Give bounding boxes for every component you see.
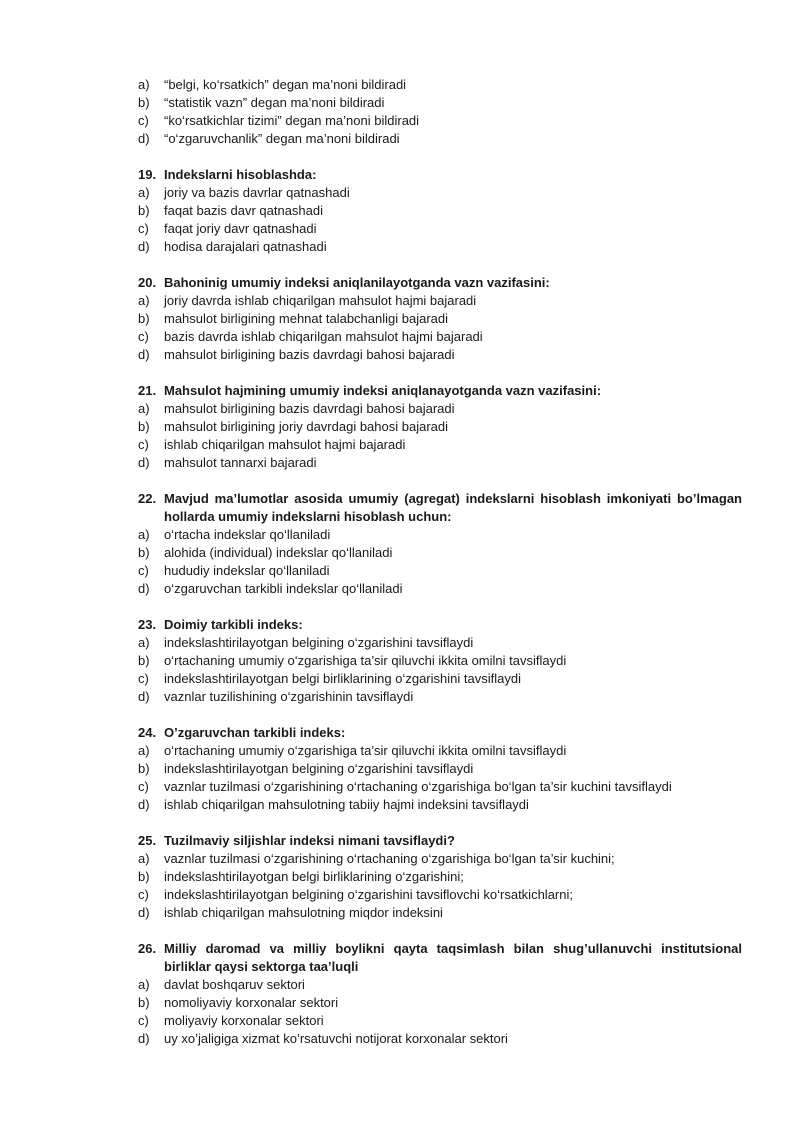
option-letter: d) — [138, 455, 150, 470]
answer-option — [0, 310, 800, 328]
answer-option — [0, 634, 800, 652]
answer-option — [0, 976, 800, 994]
option-letter: c) — [138, 887, 149, 902]
option-letter: a) — [138, 401, 150, 416]
option-text: o‘rtachaning umumiy o‘zgarishiga ta’sir qiluvchi ikkita omilni tavsiflaydi — [164, 743, 567, 758]
question-text: Doimiy tarkibli indeks: — [164, 617, 303, 632]
option-letter: d) — [138, 1031, 150, 1046]
option-text: o‘zgaruvchan tarkibli indekslar qo‘llaniladi — [164, 581, 403, 596]
option-text: indekslashtirilayotgan belgining o‘zgarishini tavsiflaydi — [164, 635, 474, 650]
option-letter: b) — [138, 95, 150, 110]
option-text: o‘rtacha indekslar qo‘llaniladi — [164, 527, 331, 542]
option-text: “belgi, ko‘rsatkich” degan ma’noni bildiradi — [164, 77, 407, 92]
option-letter: d) — [138, 347, 150, 362]
answer-option — [0, 292, 800, 310]
option-text: ishlab chiqarilgan mahsulotning tabiiy hajmi indeksini tavsiflaydi — [164, 797, 529, 812]
question-block — [0, 940, 800, 1048]
answer-option — [0, 1012, 800, 1030]
question-text: O’zgaruvchan tarkibli indeks: — [164, 725, 346, 740]
option-letter: b) — [138, 419, 150, 434]
question-title — [0, 940, 800, 976]
option-text: moliyaviy korxonalar sektori — [164, 1013, 324, 1028]
answer-option — [0, 130, 800, 148]
option-letter: d) — [138, 581, 150, 596]
option-text: “o‘zgaruvchanlik” degan ma’noni bildiradi — [164, 131, 400, 146]
answer-option — [0, 760, 800, 778]
option-text: “statistik vazn” degan ma’noni bildiradi — [164, 95, 385, 110]
answer-option — [0, 580, 800, 598]
option-text: faqat bazis davr qatnashadi — [164, 203, 323, 218]
option-letter: d) — [138, 239, 150, 254]
option-text: vaznlar tuzilmasi o‘zgarishining o‘rtachaning o‘zgarishiga bo‘lgan ta’sir kuchini; — [164, 851, 615, 866]
option-text: indekslashtirilayotgan belgi birliklarining o‘zgarishini tavsiflaydi — [164, 671, 521, 686]
option-text: nomoliyaviy korxonalar sektori — [164, 995, 339, 1010]
option-letter: d) — [138, 131, 150, 146]
question-text: Mavjud ma’lumotlar asosida umumiy (agregat) indekslarni hisoblash imkoniyati bo’lmagan hollarda umumiy indekslarni hisoblash uchun: — [164, 491, 742, 524]
option-letter: b) — [138, 545, 150, 560]
option-letter: a) — [138, 743, 150, 758]
option-text: uy xo’jaligiga xizmat ko’rsatuvchi notijorat korxonalar sektori — [164, 1031, 508, 1046]
question-title — [0, 382, 800, 400]
option-text: vaznlar tuzilishining o‘zgarishinin tavsiflaydi — [164, 689, 414, 704]
answer-option — [0, 544, 800, 562]
question-number: 25. — [138, 833, 157, 848]
option-text: ishlab chiqarilgan mahsulotning miqdor indeksini — [164, 905, 443, 920]
option-letter: d) — [138, 797, 150, 812]
answer-option — [0, 742, 800, 760]
option-letter: a) — [138, 77, 150, 92]
question-title — [0, 490, 800, 526]
answer-option — [0, 400, 800, 418]
answer-option — [0, 562, 800, 580]
option-letter: b) — [138, 203, 150, 218]
question-text: Tuzilmaviy siljishlar indeksi nimani tavsiflaydi? — [164, 833, 455, 848]
answer-option — [0, 670, 800, 688]
option-text: indekslashtirilayotgan belgi birliklarining o‘zgarishini; — [164, 869, 464, 884]
question-title — [0, 724, 800, 742]
option-letter: b) — [138, 311, 150, 326]
answer-option — [0, 994, 800, 1012]
option-letter: d) — [138, 689, 150, 704]
question-text: Milliy daromad va milliy boylikni qayta taqsimlash bilan shug’ullanuvchi institutsional birliklar qaysi sektorga taa’luqli — [164, 941, 742, 974]
question-block — [0, 616, 800, 706]
answer-option — [0, 238, 800, 256]
option-text: mahsulot birligining mehnat talabchanligi bajaradi — [164, 311, 449, 326]
option-text: faqat joriy davr qatnashadi — [164, 221, 317, 236]
question-block — [0, 832, 800, 922]
question-block — [0, 724, 800, 814]
option-text: joriy va bazis davrlar qatnashadi — [164, 185, 350, 200]
question-number: 22. — [138, 491, 157, 506]
answer-option — [0, 904, 800, 922]
option-letter: a) — [138, 635, 150, 650]
answer-option — [0, 328, 800, 346]
option-text: joriy davrda ishlab chiqarilgan mahsulot hajmi bajaradi — [164, 293, 477, 308]
option-text: mahsulot birligining joriy davrdagi bahosi bajaradi — [164, 419, 448, 434]
answer-option — [0, 868, 800, 886]
option-letter: a) — [138, 185, 150, 200]
question-block — [0, 76, 800, 148]
question-text: Bahoninig umumiy indeksi aniqlanilayotganda vazn vazifasini: — [164, 275, 550, 290]
answer-option — [0, 850, 800, 868]
answer-option — [0, 1030, 800, 1048]
question-text: Indekslarni hisoblashda: — [164, 167, 317, 182]
answer-option — [0, 526, 800, 544]
document-page — [0, 76, 800, 1066]
question-number: 19. — [138, 167, 157, 182]
option-text: indekslashtirilayotgan belgining o‘zgarishini tavsiflovchi ko‘rsatkichlarni; — [164, 887, 573, 902]
option-letter: c) — [138, 221, 149, 236]
question-block — [0, 382, 800, 472]
option-letter: b) — [138, 761, 150, 776]
option-letter: c) — [138, 437, 149, 452]
option-letter: a) — [138, 977, 150, 992]
question-number: 24. — [138, 725, 157, 740]
question-number: 26. — [138, 941, 157, 956]
option-text: mahsulot tannarxi bajaradi — [164, 455, 317, 470]
option-letter: c) — [138, 779, 149, 794]
option-letter: a) — [138, 293, 150, 308]
question-block — [0, 274, 800, 364]
question-title — [0, 274, 800, 292]
option-text: hududiy indekslar qo‘llaniladi — [164, 563, 330, 578]
answer-option — [0, 796, 800, 814]
option-letter: c) — [138, 671, 149, 686]
option-letter: a) — [138, 527, 150, 542]
question-number: 23. — [138, 617, 157, 632]
answer-option — [0, 778, 800, 796]
question-title — [0, 616, 800, 634]
option-letter: c) — [138, 113, 149, 128]
option-letter: c) — [138, 1013, 149, 1028]
option-letter: b) — [138, 869, 150, 884]
answer-option — [0, 436, 800, 454]
question-title — [0, 832, 800, 850]
answer-option — [0, 652, 800, 670]
answer-option — [0, 184, 800, 202]
option-letter: c) — [138, 329, 149, 344]
question-title — [0, 166, 800, 184]
option-text: davlat boshqaruv sektori — [164, 977, 305, 992]
answer-option — [0, 220, 800, 238]
option-text: mahsulot birligining bazis davrdagi bahosi bajaradi — [164, 401, 455, 416]
question-number: 20. — [138, 275, 157, 290]
question-block — [0, 166, 800, 256]
question-number: 21. — [138, 383, 157, 398]
option-text: vaznlar tuzilmasi o‘zgarishining o‘rtachaning o‘zgarishiga bo‘lgan ta’sir kuchini tavsiflaydi — [164, 779, 672, 794]
question-text: Mahsulot hajmining umumiy indeksi aniqlanayotganda vazn vazifasini: — [164, 383, 602, 398]
answer-option — [0, 454, 800, 472]
option-letter: c) — [138, 563, 149, 578]
option-text: “ko‘rsatkichlar tizimi” degan ma’noni bildiradi — [164, 113, 420, 128]
option-text: alohida (individual) indekslar qo‘llaniladi — [164, 545, 393, 560]
option-text: o‘rtachaning umumiy o‘zgarishiga ta’sir qiluvchi ikkita omilni tavsiflaydi — [164, 653, 567, 668]
answer-option — [0, 886, 800, 904]
answer-option — [0, 76, 800, 94]
answer-option — [0, 112, 800, 130]
answer-option — [0, 346, 800, 364]
option-text: bazis davrda ishlab chiqarilgan mahsulot hajmi bajaradi — [164, 329, 483, 344]
option-text: ishlab chiqarilgan mahsulot hajmi bajaradi — [164, 437, 406, 452]
answer-option — [0, 418, 800, 436]
answer-option — [0, 202, 800, 220]
option-text: mahsulot birligining bazis davrdagi bahosi bajaradi — [164, 347, 455, 362]
option-text: indekslashtirilayotgan belgining o‘zgarishini tavsiflaydi — [164, 761, 474, 776]
option-letter: d) — [138, 905, 150, 920]
answer-option — [0, 94, 800, 112]
question-block — [0, 490, 800, 598]
option-letter: b) — [138, 995, 150, 1010]
option-letter: b) — [138, 653, 150, 668]
option-text: hodisa darajalari qatnashadi — [164, 239, 327, 254]
answer-option — [0, 688, 800, 706]
option-letter: a) — [138, 851, 150, 866]
